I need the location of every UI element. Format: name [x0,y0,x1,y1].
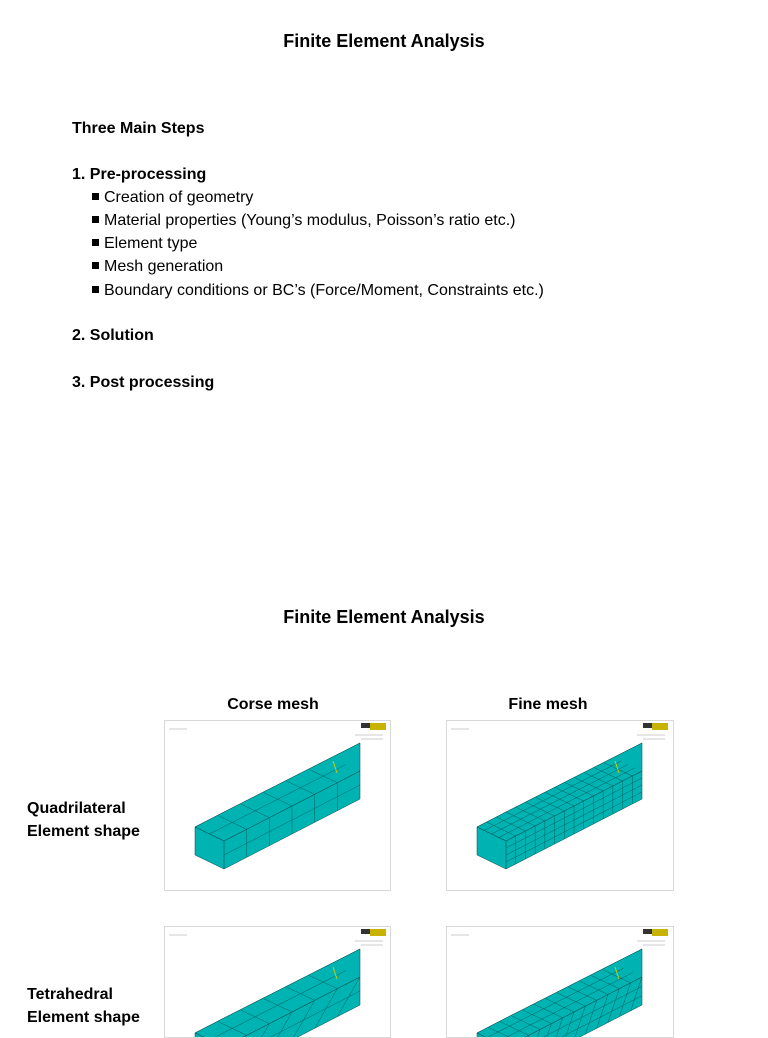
substep-item: Mesh generation [92,258,223,276]
tet-coarse-mesh-image [164,926,391,1038]
step3-heading: 3. Post processing [72,374,214,392]
step2-heading: 2. Solution [72,327,154,345]
column-heading-fine: Fine mesh [435,696,661,714]
step1-heading: 1. Pre-processing [72,166,206,184]
tet-fine-mesh-image [446,926,674,1038]
slide1-title: Finite Element Analysis [0,31,768,52]
substep-item: Element type [92,235,197,253]
column-heading-coarse: Corse mesh [160,696,386,714]
bullet-square-icon [92,193,99,200]
bullet-square-icon [92,262,99,269]
row-heading-quadrilateral: Quadrilateral Element shape [27,797,140,843]
substep-item: Boundary conditions or BC’s (Force/Moment, Constraints etc.) [92,282,544,300]
quad-fine-mesh-image [446,720,674,891]
row-heading-tetrahedral: Tetrahedral Element shape [27,983,140,1029]
bullet-square-icon [92,239,99,246]
intro-heading: Three Main Steps [72,120,204,138]
quad-coarse-mesh-image [164,720,391,891]
substep-item: Material properties (Young’s modulus, Poisson’s ratio etc.) [92,212,515,230]
bullet-square-icon [92,216,99,223]
bullet-square-icon [92,286,99,293]
slide2-title: Finite Element Analysis [0,607,768,628]
substep-item: Creation of geometry [92,189,253,207]
